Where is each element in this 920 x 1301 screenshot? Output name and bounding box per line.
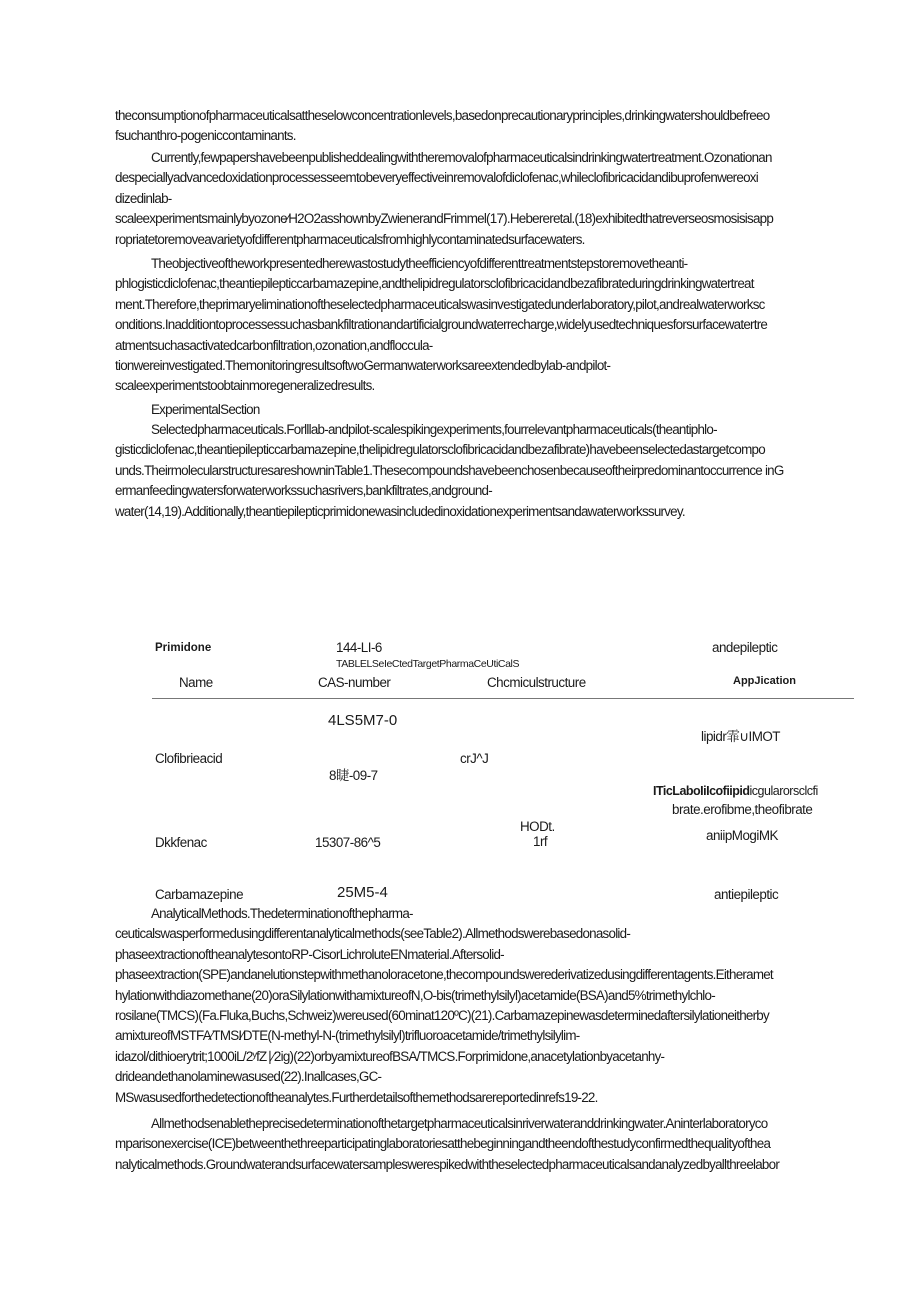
text-line: water(14,19).Additionally,theantiepilepticprimidonewasincludedinoxidationexperimentsandawaterworkssurvey. bbox=[115, 503, 685, 519]
table-cell-primidone-application: andepileptic bbox=[712, 640, 778, 655]
table-cell-diclofenac-structure: HODt. bbox=[520, 819, 555, 834]
text-line: hylationwithdiazomethane(20)oraSilylationwithamixtureofN,O-bis(trimethylsilyl)acetamide(BSA)and5%trimethylchlo- bbox=[115, 987, 715, 1003]
table-cell-bezafibrate-rest: icgularorsclcfi bbox=[749, 784, 818, 798]
section-heading-experimental bbox=[115, 400, 895, 420]
table-cell-clofibric-structure: crJ^J bbox=[460, 751, 489, 766]
table-cell-clofibric-application: lipidr霏∪IMOT bbox=[701, 729, 780, 744]
table-cell-bezafibrate-line2: brate.erofibme,theofibrate bbox=[672, 802, 813, 817]
text-line: MSwasusedforthedetectionoftheanalytes.Furtherdetailsofthemethodsarereportedinrefs19-22. bbox=[115, 1089, 598, 1105]
text-line: nalyticalmethods.Groundwaterandsurfacewatersampleswerespikedwiththeselectedpharmaceuticalsandanalyzedbyallthreelabor bbox=[115, 1156, 780, 1172]
text-line: fsuchanthro-pogeniccontaminants. bbox=[115, 128, 296, 144]
text-line: drideandethanolaminewasused(22).Inallcases,GC- bbox=[115, 1069, 382, 1085]
text-line: unds.TheirmolecularstructuresareshowninTable1.Thesecompoundshavebeenchosenbecauseoftheirpredominantoccurrence inG bbox=[115, 462, 784, 478]
text-line: rosilane(TMCS)(Fa.Fluka,Buchs,Schweiz)wereused(60minat120ºC)(21).Carbamazepinewasdeterminedaftersilylationeitherby bbox=[115, 1008, 769, 1024]
text-line: theconsumptionofpharmaceuticalsattheselowconcentrationlevels,basedonprecautionaryprinciples,drinkingwatershouldbefreeo bbox=[115, 108, 770, 123]
table-cell-diclofenac-name: Dkkfenac bbox=[155, 835, 207, 850]
table-cell-primidone-name: Primidone bbox=[155, 642, 212, 654]
text-line: phlogisticdiclofenac,theantiepilepticcarbamazepine,andthelipidregulatorsclofibricacidandbezafibrateduringdrinkingwatertreat bbox=[115, 276, 754, 292]
paragraph-analytical-methods bbox=[115, 904, 895, 1108]
table-cell-bezafibrate-bold: ITicLaboIiIcofiipid bbox=[653, 784, 750, 798]
text-line: Selectedpharmaceuticals.Forlllab-andpilot-scalespikingexperiments,fourrelevantpharmaceuticals(theantiphlo- bbox=[151, 422, 717, 437]
table-cell-diclofenac-application: aniipMogiMK bbox=[706, 828, 778, 843]
table-cell-bezafibrate-application bbox=[653, 784, 818, 798]
text-line: ermanfeedingwatersforwaterworkssuchasrivers,bankfiltrates,andground- bbox=[115, 483, 492, 499]
paragraph-objective bbox=[115, 254, 895, 397]
text-line: ropriatetoremoveavarietyofdifferentpharmaceuticalsfromhighlycontaminatedsurfacewaters. bbox=[115, 231, 585, 247]
text-line: Currently,fewpapershavebeenpublisheddealingwiththeremovalofpharmaceuticalsindrinkingwatertreatment.Ozonationan bbox=[151, 150, 772, 165]
paragraph-intro-end bbox=[115, 106, 895, 147]
table-header-name: Name bbox=[179, 675, 213, 690]
text-line: ceuticalswasperformedusingdifferentanalyticalmethods(seeTable2).Allmethodswerebasedonasolid- bbox=[115, 926, 631, 942]
text-line: scaleexperimentsmainlybyozone∕H2O2asshownbyZwienerandFrimmel(17).Hebereretal.(18)exhibitedthatreverseosmosisisapp bbox=[115, 211, 774, 227]
text-line: despeciallyadvancedoxidationprocessesseemtobeveryeffectiveinremovalofdiclofenac,whileclofibricacidandibuprofenwereoxi bbox=[115, 170, 758, 186]
table-cell-diclofenac-cas: 15307-86^5 bbox=[315, 835, 381, 850]
text-line: amixtureofMSTFA∕TMSI∕DTE(N-methyl-N-(trimethylsilyl)trifluoroacetamide/trimethylsilylim- bbox=[115, 1028, 580, 1044]
paragraph-selected-pharmaceuticals bbox=[115, 420, 895, 522]
text-line: tionwereinvestigated.ThemonitoringresultsoftwoGermanwaterworksareextendedbylab-andpilot- bbox=[115, 358, 611, 374]
table-cell-carbamazepine-application: antiepileptic bbox=[714, 887, 779, 902]
text-line: atmentsuchasactivatedcarbonfiltration,ozonation,andfloccula- bbox=[115, 337, 433, 353]
text-line: onditions.Inadditiontoprocessessuchasbankfiltrationandartificialgroundwaterrecharge,widelyusedtechniquesforsurfacewatertre bbox=[115, 317, 768, 333]
text-line: idazol/dithioerytrit;1000iL/2ʸfZ∣∕2ig)(22)orbyamixtureofBSA/TMCS.Forprimidone,anacetylationbyacetanhy- bbox=[115, 1048, 665, 1064]
table-cell-carbamazepine-cas: 25M5-4 bbox=[337, 884, 388, 901]
text-line: scaleexperimentstoobtainmoregeneralizedresults. bbox=[115, 378, 375, 394]
table-cell-primidone-cas: 144-LI-6 bbox=[336, 640, 382, 655]
table-cell-clofibric-cas: 8睫-09-7 bbox=[329, 768, 378, 783]
table-cell-carbamazepine-name: Carbamazepine bbox=[155, 887, 244, 902]
table-header-rule bbox=[152, 698, 854, 699]
table-caption: TABLELSeIeCtedTargetPharmaCeUtiCalS bbox=[336, 658, 520, 670]
text-line: ment.Therefore,theprimaryeliminationoftheselectedpharmaceuticalswasinvestigatedunderlaboratory,pilot,andrealwaterworksc bbox=[115, 296, 765, 312]
text-line: Allmethodsenabletheprecisedeterminationofthetargetpharmaceuticalsinriverwateranddrinkingwater.Aninterlaboratoryco bbox=[151, 1116, 768, 1131]
text-line: Theobjectiveoftheworkpresentedherewastostudytheefficiencyofdifferenttreatmentstepstoremovetheanti- bbox=[151, 256, 688, 271]
text-line: phaseextractionoftheanalytesontoRP-CisorLichroluteENmaterial.Aftersolid- bbox=[115, 946, 504, 962]
table-cell-clofibric-cas-top: 4LS5M7-0 bbox=[328, 712, 398, 729]
table-header-structure: Chcmiculstructure bbox=[487, 675, 586, 690]
paragraph-current-research bbox=[115, 148, 895, 250]
section-heading: ExperimentalSection bbox=[151, 402, 260, 417]
table-header-cas: CAS-number bbox=[318, 675, 391, 690]
text-line: AnalyticalMethods.Thedeterminationofthepharma- bbox=[151, 906, 413, 921]
table-cell-diclofenac-structure-2: 1rf bbox=[533, 834, 548, 849]
text-line: mparisonexercise(ICE)betweenthethreeparticipatinglaboratoriesatthebeginningandtheendofthestudyconfirmedthequalityofthea bbox=[115, 1136, 771, 1152]
table-header-application: AppJication bbox=[733, 675, 796, 687]
text-line: dizedinlab- bbox=[115, 190, 172, 206]
text-line: gisticdiclofenac,theantiepilepticcarbamazepine,thelipidregulatorsclofibricacidandbezafibrate)havebeenselectedastargetcompo bbox=[115, 442, 765, 458]
text-line: phaseextraction(SPE)andanelutionstepwithmethanoloracetone,thecompoundswerederivatizedusingdifferentagents.Eitheramet bbox=[115, 967, 773, 983]
paragraph-method-validation bbox=[115, 1114, 895, 1175]
table-cell-clofibric-name: Clofibrieacid bbox=[155, 751, 223, 766]
